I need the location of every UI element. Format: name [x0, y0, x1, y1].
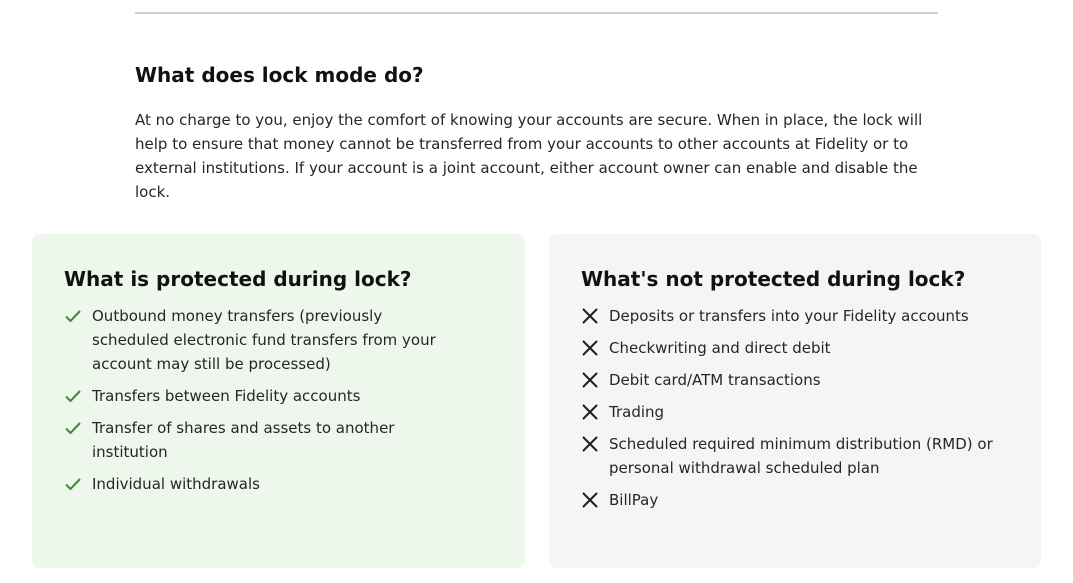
unprotected-item: [581, 336, 1009, 360]
protected-list: [64, 304, 493, 496]
lock-mode-description: At no charge to you, enjoy the comfort of knowing your accounts are secure. When in place, the lock will help to ensure that money cannot be transferred from your accounts to other accounts at Fidelity or to external institutions. If your account is a joint account, either account owner can enable and disable the lock.: [135, 111, 923, 201]
protected-item-label: Transfer of shares and assets to another institution: [92, 419, 395, 461]
unprotected-item: [581, 488, 1009, 512]
check-icon: [64, 387, 82, 405]
x-icon: [581, 491, 599, 509]
unprotected-item-label: Debit card/ATM transactions: [609, 371, 821, 389]
lock-mode-heading: What does lock mode do?: [135, 63, 424, 87]
lock-mode-intro: [135, 60, 945, 204]
x-icon: [581, 435, 599, 453]
check-icon: [64, 475, 82, 493]
unprotected-item-label: Scheduled required minimum distribution (RMD) or personal withdrawal scheduled plan: [609, 435, 993, 477]
protected-card: [32, 234, 525, 568]
unprotected-item: [581, 400, 1009, 424]
unprotected-item-label: BillPay: [609, 491, 659, 509]
x-icon: [581, 371, 599, 389]
protected-item: [64, 304, 493, 376]
protected-item: [64, 384, 493, 408]
protected-item-label: Individual withdrawals: [92, 475, 260, 493]
x-icon: [581, 339, 599, 357]
protected-item-label: Outbound money transfers (previously scheduled electronic fund transfers from your account may still be processed): [92, 307, 436, 373]
unprotected-card: [549, 234, 1041, 568]
x-icon: [581, 403, 599, 421]
protected-heading: What is protected during lock?: [64, 267, 412, 291]
unprotected-item-label: Checkwriting and direct debit: [609, 339, 831, 357]
protected-item: [64, 416, 493, 464]
x-icon: [581, 307, 599, 325]
unprotected-item: [581, 304, 1009, 328]
check-icon: [64, 419, 82, 437]
protected-item: [64, 472, 493, 496]
unprotected-item: [581, 432, 1009, 480]
unprotected-item-label: Trading: [609, 403, 665, 421]
check-icon: [64, 307, 82, 325]
protected-item-label: Transfers between Fidelity accounts: [92, 387, 361, 405]
section-divider: [135, 12, 938, 14]
unprotected-list: [581, 304, 1009, 512]
unprotected-heading: What's not protected during lock?: [581, 267, 966, 291]
unprotected-item: [581, 368, 1009, 392]
unprotected-item-label: Deposits or transfers into your Fidelity accounts: [609, 307, 969, 325]
